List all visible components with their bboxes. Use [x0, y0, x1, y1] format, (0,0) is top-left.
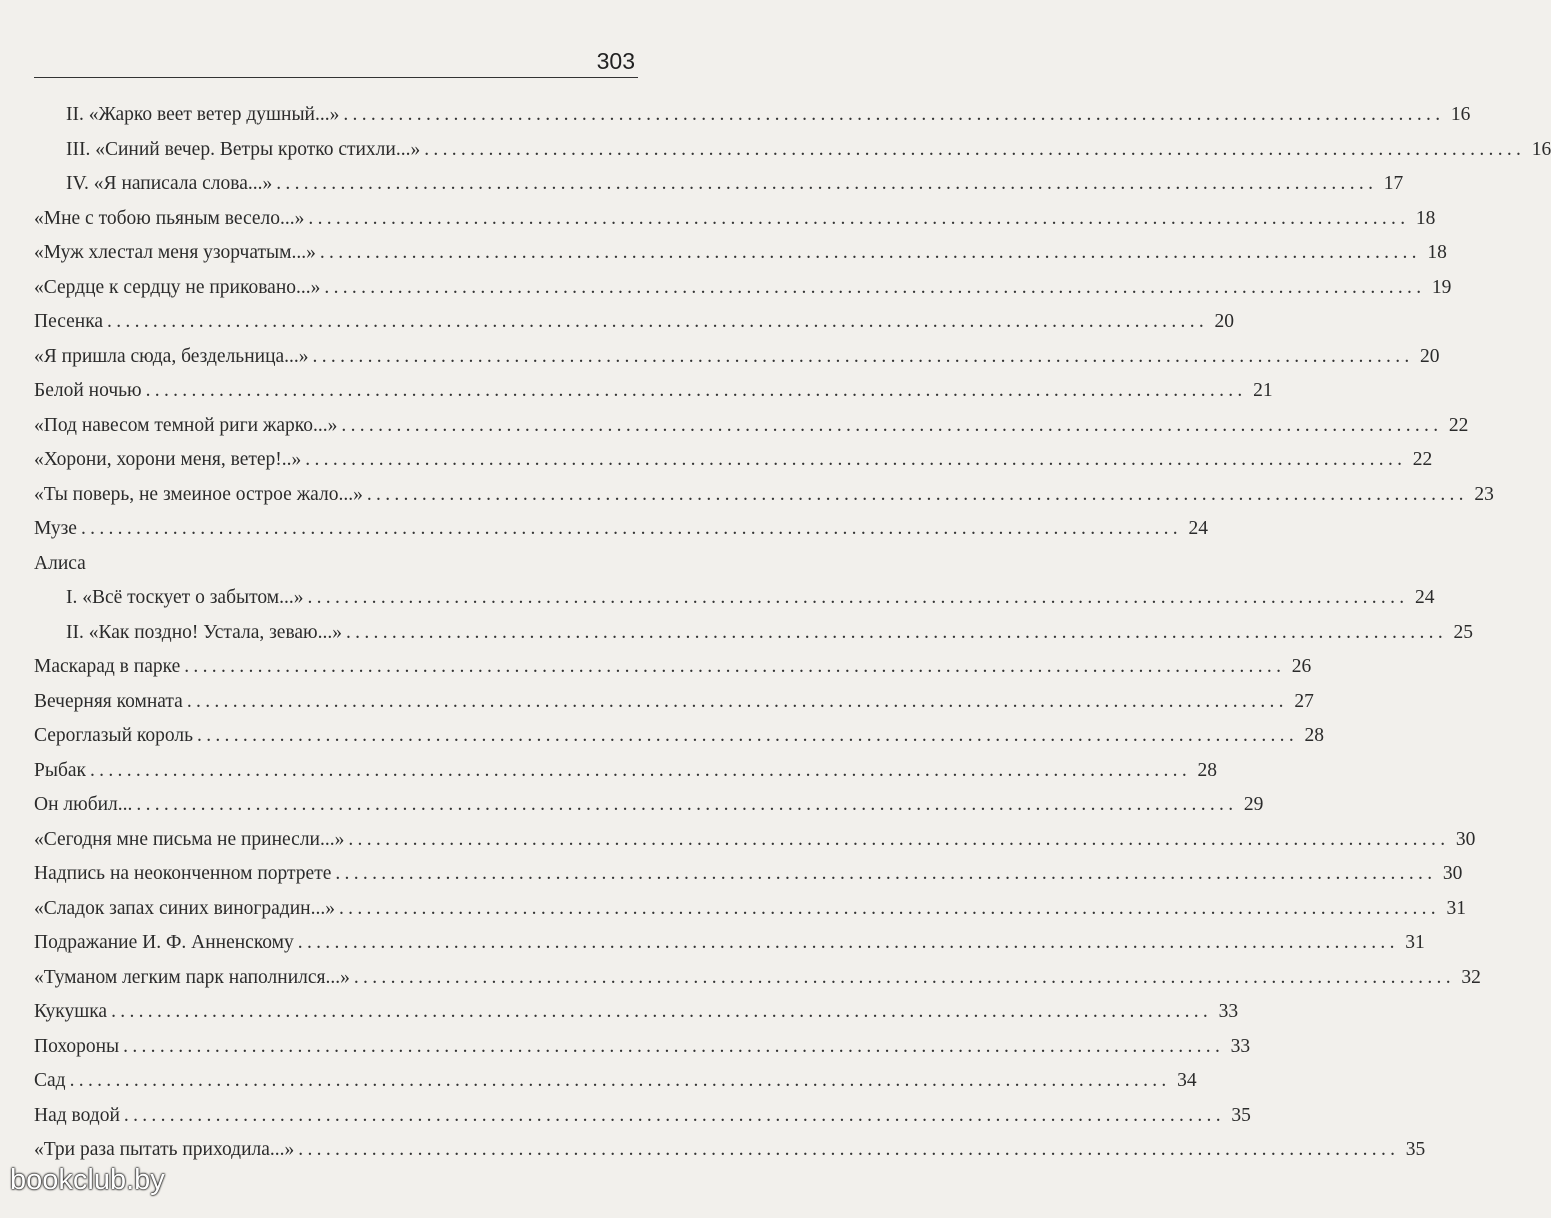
toc-dot-leader: ........................................................................................................................	[298, 1139, 1400, 1160]
toc-entry-page: 18	[1415, 207, 1436, 229]
toc-entry-page: 26	[1291, 656, 1312, 677]
toc-dot-leader: ........................................................................................................................	[145, 380, 1247, 401]
toc-entry	[34, 342, 1440, 372]
toc-entry-page: 17	[1383, 173, 1404, 194]
toc-entry	[34, 307, 1235, 337]
toc-entry-title: «Туманом легким парк наполнился...»	[34, 966, 350, 988]
toc-entry-title: Над водой	[34, 1104, 120, 1126]
toc-entry-title: Маскарад в парке	[34, 656, 181, 677]
toc-entry-title: Сад	[34, 1070, 66, 1091]
toc-entry-title: II. «Как поздно! Устала, зеваю...»	[66, 621, 342, 643]
toc-entry-page: 19	[1431, 276, 1452, 298]
toc-entry-title: «Я пришла сюда, бездельница...»	[34, 345, 309, 367]
toc-entry-title: Надпись на неоконченном портрете	[34, 863, 332, 884]
toc-entry-page: 31	[1446, 897, 1466, 919]
toc-entry	[66, 135, 1551, 165]
toc-entry-title: «Мне с тобою пьяным весело...»	[34, 207, 305, 229]
toc-entry	[34, 652, 1312, 682]
toc-entry	[34, 480, 1494, 510]
toc-entry-page: 21	[1253, 380, 1273, 401]
toc-entry-page: 29	[1243, 794, 1264, 815]
toc-entry-page: 24	[1414, 587, 1435, 608]
toc-dot-leader: ........................................................................................................................	[297, 932, 1399, 953]
toc-entry	[34, 963, 1481, 993]
toc-entry-page: 30	[1455, 828, 1476, 850]
toc-entry-title: «Муж хлестал меня узорчатым...»	[34, 242, 316, 263]
toc-entry-page: 18	[1427, 242, 1447, 263]
toc-entry-title: IV. «Я написала слова...»	[66, 173, 273, 194]
toc-entry	[34, 894, 1466, 924]
toc-entry-title: I. «Всё тоскует о забытом...»	[66, 587, 304, 608]
toc-dot-leader: ........................................................................................................................	[312, 345, 1414, 367]
toc-entry	[34, 1101, 1251, 1131]
toc-dot-leader: ........................................................................................................................	[305, 449, 1407, 470]
toc-entry	[66, 100, 1471, 130]
toc-entry-page: 33	[1230, 1035, 1251, 1057]
toc-entry	[34, 514, 1208, 544]
toc-entry-title: «Сегодня мне письма не принесли...»	[34, 828, 345, 850]
toc-entry-title: Алиса	[34, 552, 86, 574]
toc-entry-page: 35	[1405, 1139, 1426, 1160]
toc-dot-leader: ........................................................................................................................	[197, 725, 1299, 746]
toc-entry-title: Песенка	[34, 311, 104, 332]
toc-entry-page: 20	[1420, 345, 1440, 367]
toc-entry	[34, 445, 1433, 475]
toc-entry-title: Вечерняя комната	[34, 690, 183, 712]
toc-entry	[34, 859, 1463, 889]
toc-entry	[34, 756, 1217, 786]
toc-entry	[34, 1066, 1197, 1096]
toc-entry	[66, 169, 1404, 199]
toc-entry-title: «Сердце к сердцу не приковано...»	[34, 276, 321, 298]
toc-dot-leader: ........................................................................................................................	[348, 828, 1450, 850]
toc-entry-page: 27	[1294, 690, 1314, 712]
toc-dot-leader: ........................................................................................................................	[136, 794, 1238, 815]
toc-entry	[34, 204, 1436, 234]
toc-entry-page: 28	[1197, 759, 1217, 781]
toc-entry-page: 23	[1474, 483, 1494, 505]
toc-entry-page: 32	[1461, 966, 1481, 988]
toc-entry	[34, 928, 1425, 958]
toc-dot-leader: ........................................................................................................................	[184, 656, 1286, 677]
toc-dot-leader: ........................................................................................................................	[123, 1035, 1225, 1057]
page-number: 303	[596, 48, 635, 74]
toc-dot-leader: ........................................................................................................................	[80, 518, 1182, 539]
toc-entry-page: 24	[1188, 518, 1208, 539]
toc-entry	[66, 583, 1435, 613]
toc-dot-leader: ........................................................................................................................	[69, 1070, 1171, 1091]
toc-entry-title: «Ты поверь, не змеиное острое жало...»	[34, 483, 363, 505]
watermark: bookclub.by	[10, 1164, 165, 1196]
toc-entry-title: «Хорони, хорони меня, ветер!..»	[34, 449, 302, 470]
toc-entry-page: 28	[1304, 725, 1325, 746]
toc-entry	[34, 687, 1314, 717]
toc-entry-page: 22	[1448, 414, 1469, 436]
toc-dot-leader: ........................................................................................................................	[276, 173, 1378, 194]
toc-entry-title: Сероглазый король	[34, 725, 194, 746]
toc-entry-page: 25	[1453, 621, 1473, 643]
toc-entry-title: «Три раза пытать приходила...»	[34, 1139, 295, 1160]
toc-entry-page: 35	[1231, 1104, 1251, 1126]
toc-entry-title: «Сладок запах синих виноградин...»	[34, 897, 335, 919]
toc-dot-leader: ........................................................................................................................	[338, 897, 1440, 919]
toc-dot-leader: ........................................................................................................................	[123, 1104, 1225, 1126]
toc-dot-leader: ........................................................................................................................	[341, 414, 1443, 436]
toc-dot-leader: ........................................................................................................................	[319, 242, 1421, 263]
toc-dot-leader: ........................................................................................................................	[343, 104, 1445, 125]
toc-dot-leader: ........................................................................................................................	[111, 1001, 1213, 1022]
toc-entry	[34, 790, 1264, 820]
toc-entry-title: Белой ночью	[34, 380, 142, 401]
toc-entry-title: «Под навесом темной риги жарко...»	[34, 414, 338, 436]
toc-entry-title: Он любил...	[34, 794, 133, 815]
toc-entry	[34, 376, 1273, 406]
toc-entry-page: 34	[1177, 1070, 1197, 1091]
toc-entry-title: III. «Синий вечер. Ветры кротко стихли...»	[66, 138, 421, 160]
toc-entry	[34, 1135, 1426, 1165]
toc-entry-title: Подражание И. Ф. Анненскому	[34, 932, 294, 953]
header-rule	[34, 77, 638, 78]
toc-entry	[66, 618, 1473, 648]
toc-entry-title: Рыбак	[34, 759, 86, 781]
toc-entry	[34, 411, 1469, 441]
toc-entry-page: 31	[1405, 932, 1425, 953]
toc-dot-leader: ........................................................................................................................	[335, 863, 1437, 884]
toc-entry-page: 16	[1450, 104, 1471, 125]
toc-entry-title: Кукушка	[34, 1001, 108, 1022]
toc-entry	[34, 1032, 1251, 1062]
toc-dot-leader: ........................................................................................................................	[346, 621, 1447, 643]
toc-entry	[34, 825, 1476, 855]
toc-dot-leader: ........................................................................................................................	[107, 311, 1209, 332]
toc-entry	[34, 997, 1239, 1027]
toc-dot-leader: ........................................................................................................................	[186, 690, 1288, 712]
toc-dot-leader: ........................................................................................................................	[90, 759, 1191, 781]
toc-dot-leader: ........................................................................................................................	[353, 966, 1455, 988]
toc-dot-leader: ........................................................................................................................	[307, 587, 1409, 608]
toc-entry-page: 33	[1218, 1001, 1239, 1022]
toc-dot-leader: ........................................................................................................................	[366, 483, 1468, 505]
toc-entry-page: 22	[1412, 449, 1433, 470]
toc-dot-leader: ........................................................................................................................	[324, 276, 1426, 298]
toc-dot-leader: ........................................................................................................................	[424, 138, 1526, 160]
toc-dot-leader: ........................................................................................................................	[308, 207, 1410, 229]
toc-entry	[34, 238, 1447, 268]
toc-entry-page: 20	[1214, 311, 1235, 332]
toc-entry	[34, 721, 1325, 751]
toc-entry-title: II. «Жарко веет ветер душный...»	[66, 104, 340, 125]
toc-entry	[34, 273, 1452, 303]
toc-entry-page: 30	[1442, 863, 1463, 884]
toc-entry	[34, 549, 630, 579]
toc-entry-title: Музе	[34, 518, 77, 539]
toc-entry-title: Похороны	[34, 1035, 120, 1057]
toc-entry-page: 16	[1531, 138, 1551, 160]
